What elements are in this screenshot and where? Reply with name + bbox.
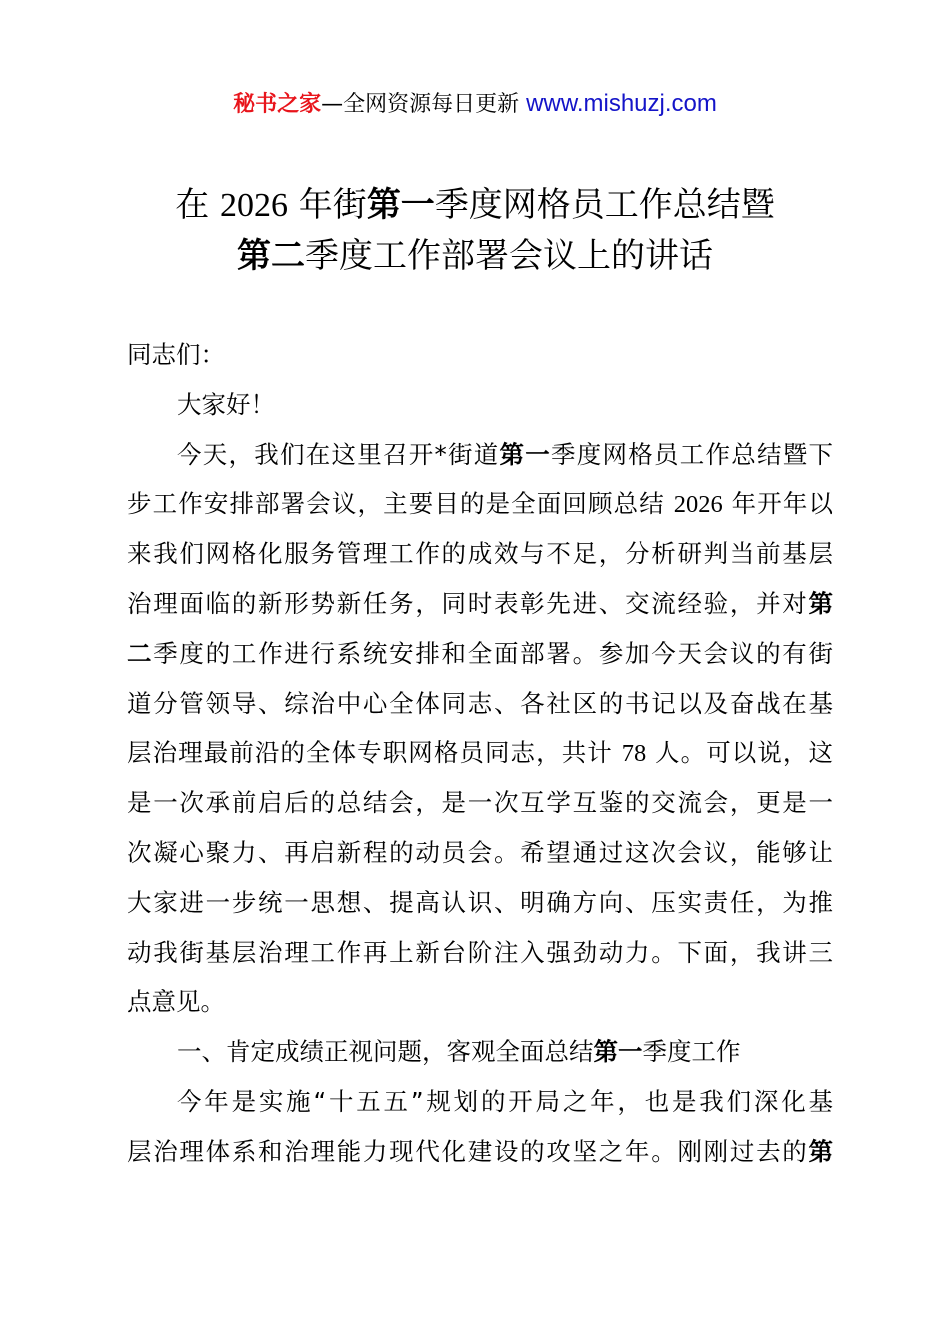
text-segment: 季度的工作进行系统安排和全面部署。参加今天会议的有街 [153, 638, 833, 668]
text-segment: 今年是实施“十五五”规划的开局之年，也是我们深化基 [177, 1086, 833, 1116]
document-title-line-1 [0, 180, 950, 231]
document-title-line-2 [0, 231, 950, 281]
text-segment: 季度工作 [642, 1037, 741, 1067]
text-segment: 大家好！ [177, 389, 275, 419]
text-segment: 步工作安排部署会议，主要目的是全面回顾总结 [127, 489, 674, 519]
brand-name: 秘书之家 [233, 92, 322, 117]
text-segment: 季度网格员工作总结暨 [434, 185, 775, 225]
text-segment: 2026 [673, 491, 723, 519]
text-segment: 动我街基层治理工作再上新台阶注入强劲动力。下面，我讲三 [127, 937, 833, 967]
paragraph-line [127, 330, 833, 380]
text-segment: 78 [621, 740, 647, 768]
text-segment: 季度网格员工作总结暨下 [551, 439, 833, 469]
paragraph-line [127, 1027, 833, 1077]
paragraph-line [127, 1077, 833, 1127]
text-segment: 人。可以说，这 [646, 738, 833, 768]
text-segment: 季度工作部署会议上的讲话 [305, 236, 713, 276]
paragraph-line [127, 679, 833, 729]
bold-text: 第二 [237, 236, 305, 276]
text-segment: 大家进一步统一思想、提高认识、明确方向、压实责任，为推 [127, 887, 833, 917]
text-segment: 2026 [220, 187, 288, 224]
bold-text: 第一 [499, 439, 551, 469]
site-banner [0, 88, 950, 121]
text-segment: 今天，我们在这里召开*街道 [177, 439, 500, 469]
bold-text: 二 [127, 638, 154, 668]
text-segment: 年街 [288, 185, 367, 225]
text-segment: 道分管领导、综治中心全体同志、各社区的书记以及奋战在基 [127, 688, 833, 718]
text-segment: 层治理体系和治理能力现代化建设的攻坚之年。刚刚过去的 [127, 1136, 809, 1166]
text-segment: 是一次承前启后的总结会，是一次互学互鉴的交流会，更是一 [127, 788, 833, 818]
paragraph-line [127, 928, 833, 978]
bold-text: 第 [808, 588, 833, 618]
text-segment: 次凝心聚力、再启新程的动员会。希望通过这次会议，能够让 [127, 837, 833, 867]
paragraph-line [127, 828, 833, 878]
text-segment: 年开年以 [722, 489, 833, 519]
text-segment: 一、肯定成绩正视问题，客观全面总结 [177, 1037, 594, 1067]
paragraph-line [127, 778, 833, 828]
paragraph-line [127, 380, 833, 430]
text-segment: 来我们网格化服务管理工作的成效与不足，分析研判当前基层 [127, 539, 833, 569]
bold-text: 第 [808, 1136, 833, 1166]
document-body [127, 330, 833, 1177]
text-segment: 层治理最前沿的全体专职网格员同志，共计 [127, 738, 622, 768]
paragraph-line [127, 430, 833, 480]
banner-tagline: —全网资源每日更新 [321, 92, 527, 117]
site-url-link[interactable]: www.mishuzj.com [526, 90, 717, 117]
paragraph-line [127, 629, 833, 679]
paragraph-line [127, 579, 833, 629]
paragraph-line [127, 878, 833, 928]
text-segment: 点意见。 [127, 987, 225, 1017]
paragraph-line [127, 977, 833, 1027]
text-segment: 同志们： [127, 340, 225, 369]
bold-text: 第一 [593, 1037, 643, 1067]
text-segment: 治理面临的新形势新任务，同时表彰先进、交流经验，并对 [127, 588, 809, 618]
text-segment: 在 [175, 185, 220, 225]
paragraph-line [127, 479, 833, 529]
paragraph-line [127, 1127, 833, 1177]
paragraph-line [127, 728, 833, 778]
bold-text: 第一 [366, 185, 435, 225]
paragraph-line [127, 529, 833, 579]
